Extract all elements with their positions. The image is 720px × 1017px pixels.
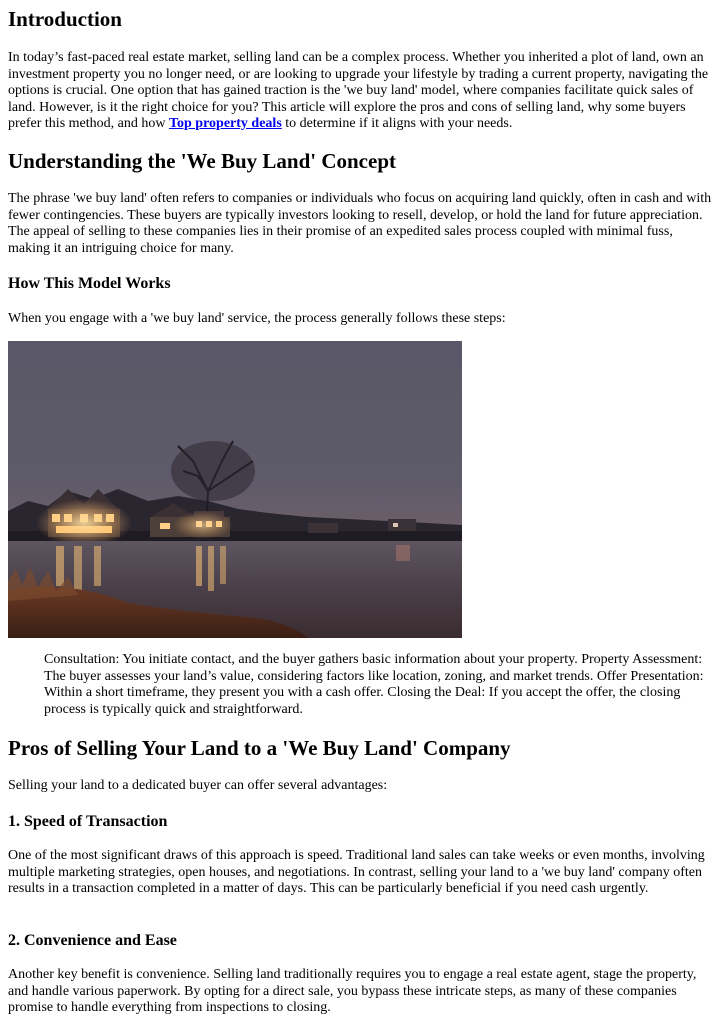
concept-paragraph: The phrase 'we buy land' often refers to companies or individuals who focus on acquiring land quickly, often in cash and with fewer contingencies. These buyers are typically investors looking to resell, develop, or hold the land for future appreciation. The appeal of selling to these companies lies in their promise of an expedited sales process coupled with minimal fuss, making it an intriguing choice for many.: [8, 191, 712, 256]
model-heading: How This Model Works: [8, 275, 171, 292]
intro-text-before-link: In today’s fast-paced real estate market, selling land can be a complex process. Whether you inherited a plot of land, own an investment property you no longer need, or are looking to upgrade your lifestyle by trading a current property, navigating the options is crucial. One option that has gained traction is the 'we buy land' model, where companies facilitate quick sales of land. However, is it the right choice for you? This article will explore the pros and cons of selling land, why some buyers prefer this method, and how: [8, 50, 709, 131]
intro-heading: Introduction: [8, 7, 122, 31]
convenience-heading: 2. Convenience and Ease: [8, 932, 177, 949]
pros-paragraph: Selling your land to a dedicated buyer can offer several advantages:: [8, 778, 388, 793]
top-property-deals-link[interactable]: Top property deals: [168, 116, 282, 131]
model-paragraph: When you engage with a 'we buy land' service, the process generally follows these steps:: [8, 311, 506, 326]
speed-heading: 1. Speed of Transaction: [8, 813, 168, 830]
process-steps: Consultation: You initiate contact, and the buyer gathers basic information about your property. Property Assessment: The buyer assesses your land’s value, considering factors like location, zoning, and market trends. Offer Presentation: Within a short timeframe, they present you with a cash offer. Closing the Deal: If you accept the offer, the closing process is typically quick and straightforward.: [44, 652, 704, 717]
speed-paragraph: One of the most significant draws of this approach is speed. Traditional land sales can take weeks or even months, involving multiple marketing strategies, open houses, and negotiations. In contrast, selling your land to a 'we buy land' company often results in a transaction completed in a matter of days. This can be particularly beneficial if you need cash urgently.: [8, 848, 705, 896]
concept-heading: Understanding the 'We Buy Land' Concept: [8, 149, 396, 173]
intro-text-after-link: to determine if it aligns with your needs.: [281, 116, 513, 131]
pros-heading: Pros of Selling Your Land to a 'We Buy Land' Company: [8, 736, 511, 760]
lakeside-houses-photo: [8, 341, 462, 638]
convenience-paragraph: Another key benefit is convenience. Selling land traditionally requires you to engage a real estate agent, stage the property, and handle various paperwork. By opting for a direct sale, you bypass these intricate steps, as many of these companies promise to handle everything from inspections to closing.: [8, 967, 697, 1015]
intro-paragraph: [8, 50, 712, 133]
